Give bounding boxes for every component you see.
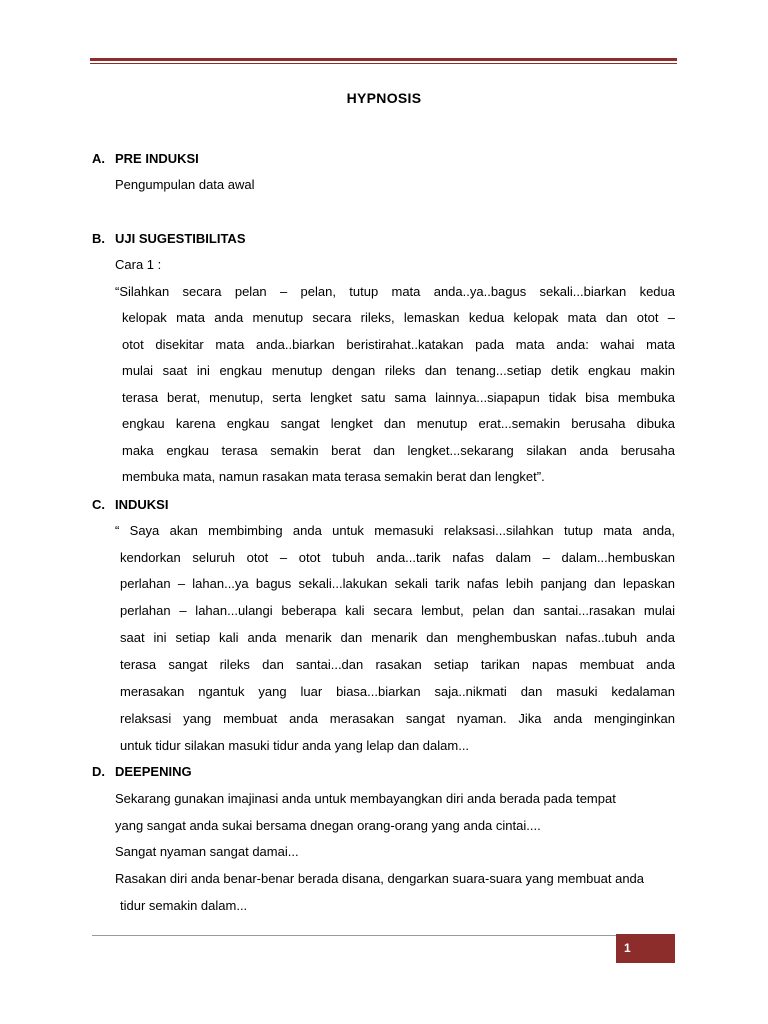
section-b-letter: B.: [92, 231, 105, 246]
section-d-line: Sangat nyaman sangat damai...: [115, 844, 299, 859]
page-number: 1: [624, 941, 631, 955]
section-c-line: “ Saya akan membimbing anda untuk memasuki relaksasi...silahkan tutup mata anda,: [115, 523, 675, 538]
section-a-heading: PRE INDUKSI: [115, 151, 199, 166]
section-c-line: merasakan ngantuk yang luar biasa...biarkan saja..nikmati dan masuki kedalaman: [120, 684, 675, 699]
section-b-sub: Cara 1 :: [115, 257, 162, 272]
section-c-line: saat ini setiap kali anda menarik dan menarik dan menghembuskan nafas..tubuh anda: [120, 630, 675, 645]
section-b-line: maka engkau terasa semakin berat dan lengket...sekarang silakan anda berusaha: [122, 443, 675, 458]
header-rule-thin: [90, 63, 677, 64]
section-b-line: terasa berat, menutup, serta lengket satu sama lainnya...siapapun tidak bisa membuka: [122, 390, 675, 405]
section-b-line: kelopak mata anda menutup secara rileks, lemaskan kedua kelopak mata dan otot –: [122, 310, 675, 325]
section-d-line: Sekarang gunakan imajinasi anda untuk membayangkan diri anda berada pada tempat: [115, 791, 616, 806]
section-d-letter: D.: [92, 764, 105, 779]
section-a-letter: A.: [92, 151, 105, 166]
section-b-line: “Silahkan secara pelan – pelan, tutup mata anda..ya..bagus sekali...biarkan kedua: [115, 284, 675, 299]
section-d-line: tidur semakin dalam...: [120, 898, 248, 913]
header-rule: [90, 58, 677, 61]
page-number-box: [616, 934, 675, 963]
section-a-line: Pengumpulan data awal: [115, 177, 255, 192]
footer-rule: [92, 935, 674, 936]
section-b-line: otot disekitar mata anda..biarkan beristirahat..katakan pada mata anda: wahai mata: [122, 337, 675, 352]
section-c-line: untuk tidur silakan masuki tidur anda yang lelap dan dalam...: [120, 738, 470, 753]
section-d-line: yang sangat anda sukai bersama dnegan orang-orang yang anda cintai....: [115, 818, 541, 833]
section-c-line: relaksasi yang membuat anda merasakan sangat nyaman. Jika anda menginginkan: [120, 711, 675, 726]
section-d-line: Rasakan diri anda benar-benar berada disana, dengarkan suara-suara yang membuat anda: [115, 871, 645, 886]
section-c-line: perlahan – lahan...ulangi beberapa kali secara lembut, pelan dan santai...rasakan mulai: [120, 603, 675, 618]
section-c-line: terasa sangat rileks dan santai...dan rasakan setiap tarikan napas membuat anda: [120, 657, 675, 672]
section-b-heading: UJI SUGESTIBILITAS: [115, 231, 246, 246]
section-c-line: perlahan – lahan...ya bagus sekali...lakukan sekali tarik nafas lebih panjang dan lepaskan: [120, 576, 675, 591]
section-b-line: engkau karena engkau sangat lengket dan menutup erat...semakin berusaha dibuka: [122, 416, 675, 431]
section-c-letter: C.: [92, 497, 105, 512]
document-title: HYPNOSIS: [346, 90, 422, 106]
section-b-line: membuka mata, namun rasakan mata terasa semakin berat dan lengket”.: [122, 469, 545, 484]
section-c-heading: INDUKSI: [115, 497, 169, 512]
section-c-line: kendorkan seluruh otot – otot tubuh anda...tarik nafas dalam – dalam...hembuskan: [120, 550, 675, 565]
section-b-line: mulai saat ini engkau menutup dengan rileks dan tenang...setiap detik engkau makin: [122, 363, 675, 378]
section-d-heading: DEEPENING: [115, 764, 192, 779]
